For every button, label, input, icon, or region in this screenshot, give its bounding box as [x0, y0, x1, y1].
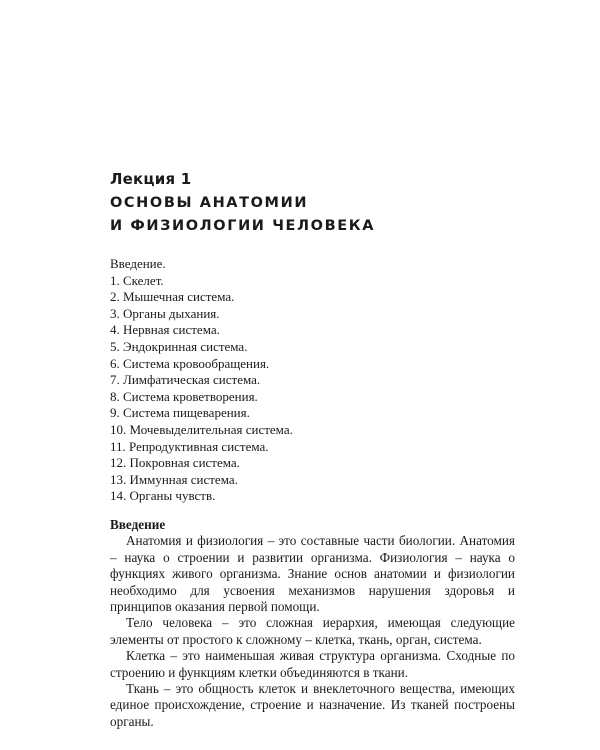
toc-item: 2. Мышечная система. [110, 289, 235, 305]
toc-item: 7. Лимфатическая система. [110, 372, 261, 388]
lecture-title-line-1: ОСНОВЫ АНАТОМИИ [110, 195, 309, 211]
lecture-title-line-2: И ФИЗИОЛОГИИ ЧЕЛОВЕКА [110, 218, 376, 234]
toc-item: 6. Система кровообращения. [110, 355, 270, 371]
toc-item: 5. Эндокринная система. [110, 338, 248, 354]
body-paragraph: Анатомия и физиология – это составные части биологии. Анатомия – наука о строении и развитии организма. Физиология – наука о функциях живого организма. Знание основ анатомии и физиологии необходимо для усвоения механизмов нарушения здоровья и принципов оказания первой помощи. [110, 533, 515, 615]
toc-item: 13. Иммунная система. [110, 471, 238, 487]
toc-item: 10. Мочевыделительная система. [110, 421, 293, 437]
toc-item: 4. Нервная система. [110, 322, 220, 338]
toc-item: 9. Система пищеварения. [110, 405, 250, 421]
toc-item: Введение. [110, 256, 166, 271]
lecture-title [110, 192, 375, 238]
toc-item: 3. Органы дыхания. [110, 305, 220, 321]
toc-item: 8. Система кроветворения. [110, 388, 258, 404]
body-paragraph: Тело человека – это сложная иерархия, имеющая следующие элементы от простого к сложному – клетка, ткань, орган, система. [110, 615, 515, 647]
toc-item: 1. Скелет. [110, 272, 164, 288]
section-heading: Введение [110, 517, 166, 532]
intro-section [110, 517, 515, 730]
toc-item: 14. Органы чувств. [110, 488, 216, 504]
toc-item: 11. Репродуктивная система. [110, 438, 269, 454]
body-paragraph: Ткань – это общность клеток и внеклеточного вещества, имеющих единое происхождение, строение и назначение. Из тканей построены органы. [110, 681, 515, 729]
lecture-number: Лекция 1 [110, 170, 192, 188]
toc-item: 12. Покровная система. [110, 455, 240, 471]
body-paragraph: Клетка – это наименьшая живая структура организма. Сходные по строению и функциям клетки объединяются в ткани. [110, 648, 515, 680]
table-of-contents [110, 256, 293, 505]
